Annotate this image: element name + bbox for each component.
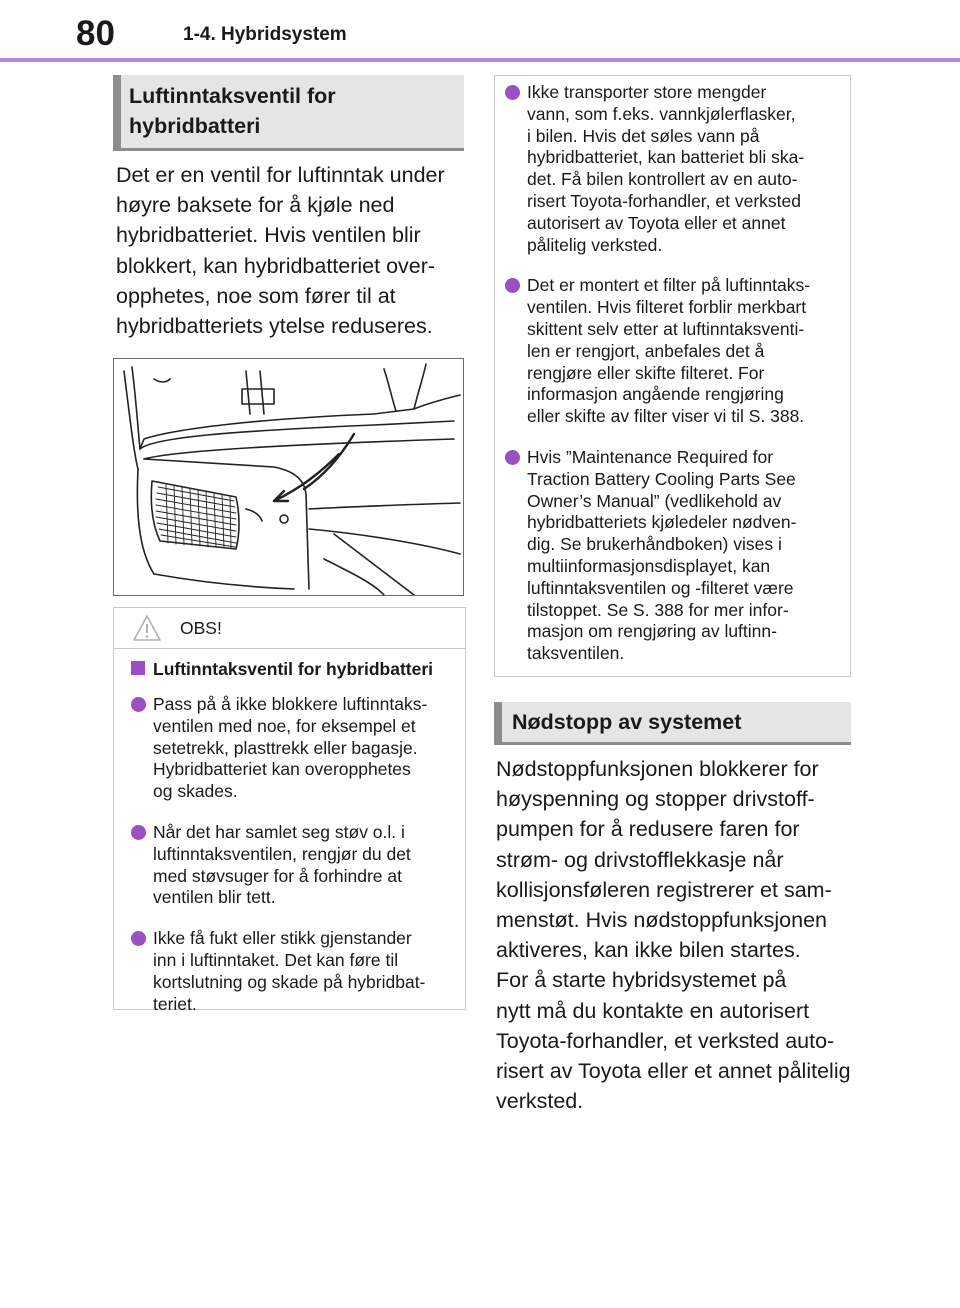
bullet-line: pålitelig verksted.	[527, 234, 663, 255]
bullet-icon	[131, 825, 146, 840]
bullet-line: Hvis ”Maintenance Required for	[527, 446, 774, 467]
body-line: menstøt. Hvis nødstoppfunksjonen	[496, 908, 828, 933]
bullet-line: i bilen. Hvis det søles vann på	[527, 125, 760, 146]
bullet-icon	[505, 85, 520, 100]
bullet-line: Når det har samlet seg støv o.l. i	[153, 821, 405, 842]
bullet-line: Owner’s Manual” (vedlikehold av	[527, 490, 782, 511]
section-body-air-intake	[116, 160, 461, 341]
caution-header	[114, 608, 465, 649]
bullet-line: Pass på å ikke blokkere luftinntaks-	[153, 694, 428, 714]
bullet-icon	[505, 278, 520, 293]
bullet-line: det. Få bilen kontrollert av en auto-	[527, 169, 798, 190]
body-line: høyre baksete for å kjøle ned	[116, 193, 395, 218]
bullet-line: og skades.	[153, 781, 238, 802]
page-header	[0, 0, 960, 60]
bullet-line: masjon om rengjøring av luftinn-	[527, 621, 777, 642]
warning-triangle-icon	[132, 614, 162, 642]
caution-continued-box	[494, 75, 851, 677]
caution-item	[505, 275, 843, 428]
bullet-line: hybridbatteriets kjøledeler nødven-	[527, 512, 797, 533]
bullet-line: eller skifte av filter viser vi til S. 388.	[527, 406, 805, 427]
bullet-line: skittent selv etter at luftinntaksventi-	[527, 318, 805, 339]
body-line: strøm- og drivstofflekkasje når	[496, 847, 784, 872]
section-title-air-intake	[113, 75, 464, 151]
bullet-icon	[505, 450, 520, 465]
square-bullet-icon	[131, 661, 145, 675]
bullet-line: med støvsuger for å forhindre at	[153, 865, 402, 886]
caution-item	[131, 822, 459, 909]
chapter-title: 1-4. Hybridsystem	[183, 24, 347, 45]
body-line: blokkert, kan hybridbatteriet over-	[116, 253, 436, 278]
body-line: nytt må du kontakte en autorisert	[496, 998, 810, 1023]
body-line: hybridbatteriet. Hvis ventilen blir	[116, 223, 421, 248]
section-title-line: Luftinntaksventil for	[129, 84, 336, 108]
body-line: hybridbatteriets ytelse reduseres.	[116, 314, 433, 339]
page-number: 80	[76, 14, 115, 53]
bullet-line: kortslutning og skade på hybridbat-	[153, 971, 426, 992]
body-line: Toyota-forhandler, et verksted auto-	[496, 1028, 835, 1053]
caution-item	[505, 447, 843, 665]
bullet-line: vann, som f.eks. vannkjølerflasker,	[527, 103, 796, 124]
bullet-line: autorisert av Toyota eller et annet	[527, 212, 786, 233]
bullet-line: len er rengjort, anbefales det å	[527, 340, 765, 361]
bullet-line: inn i luftinntaket. Det kan føre til	[153, 949, 399, 970]
bullet-icon	[131, 697, 146, 712]
air-intake-illustration	[113, 358, 464, 596]
caution-item	[131, 928, 459, 1015]
body-line: verksted.	[496, 1089, 584, 1114]
section-title-emergency-stop	[494, 702, 851, 745]
body-line: risert av Toyota eller et annet pålitelig	[496, 1059, 851, 1084]
bullet-line: luftinntaksventilen, rengjør du det	[153, 843, 411, 864]
bullet-line: multiinformasjonsdisplayet, kan	[527, 555, 771, 576]
bullet-icon	[131, 931, 146, 946]
bullet-line: Hybridbatteriet kan overopphetes	[153, 759, 411, 780]
rear-seat-drawing	[114, 359, 463, 595]
body-line: Det er en ventil for luftinntak under	[116, 163, 445, 187]
bullet-line: Ikke få fukt eller stikk gjenstander	[153, 928, 412, 949]
bullet-line: tilstoppet. Se S. 388 for mer infor-	[527, 599, 789, 620]
bullet-line: hybridbatteriet, kan batteriet bli ska-	[527, 147, 805, 168]
bullet-line: teriet.	[153, 993, 197, 1014]
bullet-line: rengjøre eller skifte filteret. For	[527, 362, 765, 383]
body-line: opphetes, noe som fører til at	[116, 283, 396, 308]
bullet-line: informasjon angående rengjøring	[527, 384, 784, 405]
section-title-line: hybridbatteri	[129, 114, 261, 138]
body-line: høyspenning og stopper drivstoff-	[496, 787, 815, 812]
bullet-line: taksventilen.	[527, 643, 625, 664]
section-title-line: Nødstopp av systemet	[512, 710, 742, 734]
bullet-line: Traction Battery Cooling Parts See	[527, 468, 796, 489]
caution-item	[131, 694, 459, 803]
caution-subheading-text: Luftinntaksventil for hybridbatteri	[153, 659, 434, 679]
body-line: pumpen for å redusere faren for	[496, 817, 800, 842]
header-rule	[0, 58, 960, 62]
body-line: aktiveres, kan ikke bilen startes.	[496, 938, 801, 963]
bullet-line: risert Toyota-forhandler, et verksted	[527, 190, 801, 211]
bullet-line: Det er montert et filter på luftinntaks-	[527, 275, 811, 296]
section-body-emergency-stop	[496, 754, 851, 1116]
bullet-line: ventilen. Hvis filteret forblir merkbart	[527, 297, 807, 318]
bullet-line: dig. Se brukerhåndboken) vises i	[527, 534, 782, 555]
body-line: Nødstoppfunksjonen blokkerer for	[496, 757, 819, 781]
caution-label: OBS!	[180, 618, 222, 638]
caution-box	[113, 607, 466, 1014]
bullet-line: luftinntaksventilen og -filteret være	[527, 577, 794, 598]
caution-subheading	[131, 658, 459, 680]
bullet-line: setetrekk, plasttrekk eller bagasje.	[153, 737, 418, 758]
bullet-line: ventilen blir tett.	[153, 887, 276, 908]
body-line: For å starte hybridsystemet på	[496, 968, 787, 993]
bullet-line: ventilen med noe, for eksempel et	[153, 715, 416, 736]
bullet-line: Ikke transporter store mengder	[527, 82, 767, 102]
body-line: kollisjonsføleren registrerer et sam-	[496, 877, 832, 902]
caution-item	[505, 82, 843, 256]
